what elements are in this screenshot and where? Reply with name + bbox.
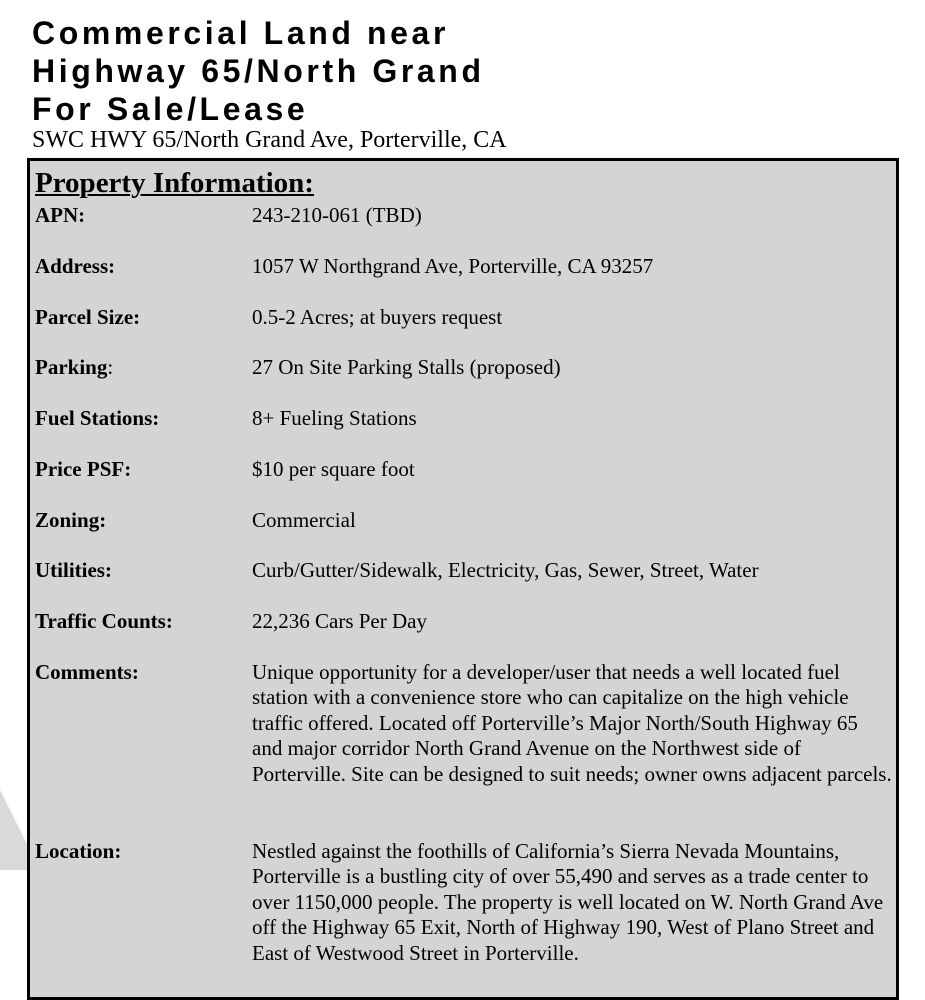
parking-label-colon: : [107, 355, 114, 379]
fuel-stations-label: Fuel Stations: [35, 406, 160, 430]
parking-label: Parking [35, 355, 108, 379]
property-subtitle-address: SWC HWY 65/North Grand Ave, Porterville, CA [32, 127, 507, 153]
parcel-size-label: Parcel Size: [35, 305, 141, 329]
title-line-1: Commercial Land near [32, 15, 449, 51]
price-psf-label: Price PSF: [35, 457, 132, 481]
comments-value: Unique opportunity for a developer/user that needs a well located fuel station with a convenience store who can capitalize on the high vehicle traffic offered. Located off Porterville’s Major North/South Highway 65 and major corridor North Grand Avenue on the Northwest side of Porterville. Site can be designed to suit needs; owner owns adjacent parcels. [252, 660, 892, 786]
property-information-box [27, 158, 899, 1000]
parcel-size-value: 0.5-2 Acres; at buyers request [252, 305, 503, 329]
title-line-2: Highway 65/North Grand [32, 53, 485, 89]
page-title [32, 14, 485, 128]
location-value: Nestled against the foothills of California’s Sierra Nevada Mountains, Porterville is a bustling city of over 55,490 and serves as a trade center to over 1150,000 people. The property is well located on W. North Grand Ave off the Highway 65 Exit, North of Highway 190, West of Plano Street and East of Westwood Street in Porterville. [252, 839, 884, 965]
zoning-label: Zoning: [35, 508, 107, 532]
address-value: 1057 W Northgrand Ave, Porterville, CA 93257 [252, 254, 654, 278]
apn-value: 243-210-061 (TBD) [252, 203, 422, 227]
comments-label: Comments: [35, 660, 139, 684]
zoning-value: Commercial [252, 508, 356, 532]
utilities-label: Utilities: [35, 558, 112, 582]
address-label: Address: [35, 254, 116, 278]
traffic-counts-label: Traffic Counts: [35, 609, 173, 633]
location-label: Location: [35, 839, 122, 863]
fuel-stations-value: 8+ Fueling Stations [252, 406, 417, 430]
traffic-counts-value: 22,236 Cars Per Day [252, 609, 427, 633]
price-psf-value: $10 per square foot [252, 457, 415, 481]
property-information-heading: Property Information: [35, 167, 314, 199]
title-line-3: For Sale/Lease [32, 91, 309, 127]
parking-value: 27 On Site Parking Stalls (proposed) [252, 355, 561, 379]
apn-label: APN: [35, 203, 86, 227]
utilities-value: Curb/Gutter/Sidewalk, Electricity, Gas, Sewer, Street, Water [252, 558, 759, 582]
